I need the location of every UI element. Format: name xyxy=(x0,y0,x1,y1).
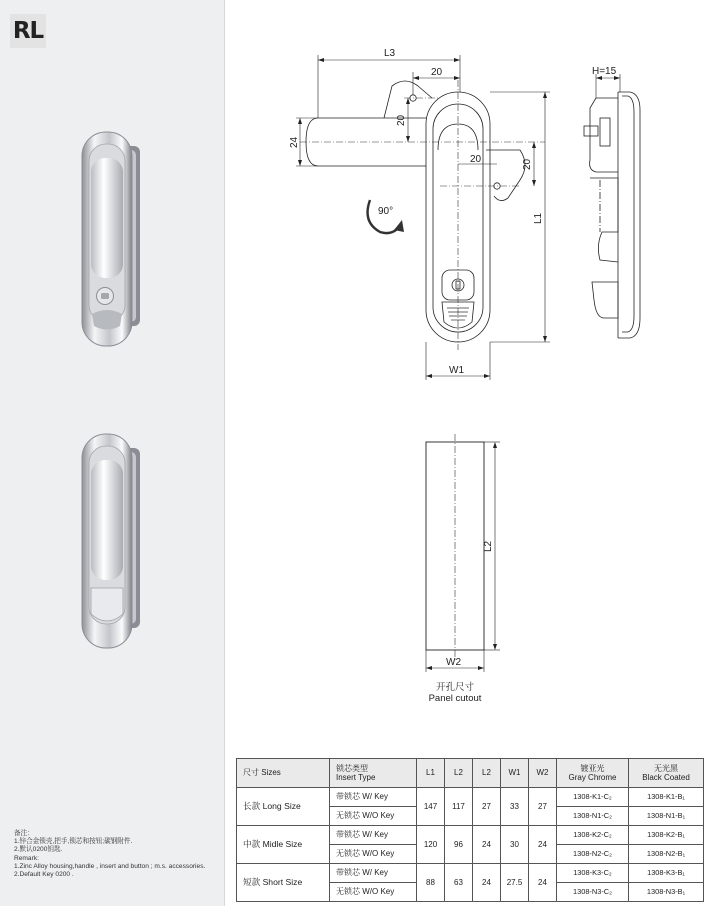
cell-insert: 带锁芯 W/ Key xyxy=(330,788,417,807)
cell-black-code: 1308-N2-B₁ xyxy=(629,845,704,864)
label-20-mid: 20 xyxy=(470,154,482,165)
cell-size: 短款 Short Size xyxy=(237,864,330,902)
cell-L2b: 24 xyxy=(473,864,501,902)
header-black-en: Black Coated xyxy=(642,773,690,782)
table-row xyxy=(237,826,704,845)
header-size: 尺寸 Sizes xyxy=(237,759,330,788)
spec-table xyxy=(236,758,704,902)
cell-W2: 24 xyxy=(529,826,557,864)
cell-insert: 带锁芯 W/ Key xyxy=(330,826,417,845)
header-insert-en: Insert Type xyxy=(336,773,376,782)
cutout-caption-en: Panel cutout xyxy=(428,693,482,704)
cell-L1: 88 xyxy=(417,864,445,902)
remarks-heading-en: Remark: xyxy=(14,854,39,862)
cell-black-code: 1308-N3-B₁ xyxy=(629,883,704,902)
cell-black-code: 1308-N1-B₁ xyxy=(629,807,704,826)
label-20-right: 20 xyxy=(522,158,533,170)
remarks-line2-cn: 2.默认0200钥匙. xyxy=(14,846,63,854)
table-row xyxy=(237,864,704,883)
technical-drawing xyxy=(226,0,706,400)
cell-insert: 无锁芯 W/O Key xyxy=(330,807,417,826)
cell-L2a: 117 xyxy=(445,788,473,826)
series-badge: RL xyxy=(10,14,46,48)
cell-chrome-code: 1308-N2-C₂ xyxy=(557,845,629,864)
cell-L2a: 63 xyxy=(445,864,473,902)
cell-chrome-code: 1308-N1-C₂ xyxy=(557,807,629,826)
label-L3: L3 xyxy=(384,48,396,59)
cell-L2b: 24 xyxy=(473,826,501,864)
label-24: 24 xyxy=(289,136,300,148)
header-chrome-cn: 镀亚光 xyxy=(580,763,605,773)
header-chrome xyxy=(557,759,629,788)
cell-W1: 27.5 xyxy=(501,864,529,902)
cell-size: 长款 Long Size xyxy=(237,788,330,826)
label-H: H=15 xyxy=(592,66,617,77)
header-W1: W1 xyxy=(501,759,529,788)
cell-black-code: 1308-K3-B₁ xyxy=(629,864,704,883)
cell-L2b: 27 xyxy=(473,788,501,826)
remarks-line1-cn: 1.锌合金锁壳,把手,锁芯和按钮;碳钢附件. xyxy=(14,838,133,846)
header-L1: L1 xyxy=(417,759,445,788)
label-L1: L1 xyxy=(533,212,544,224)
cell-W2: 27 xyxy=(529,788,557,826)
table-header-row xyxy=(237,759,704,788)
label-W1: W1 xyxy=(449,365,464,376)
cell-black-code: 1308-K1-B₁ xyxy=(629,788,704,807)
panel-cutout-drawing xyxy=(400,430,510,685)
header-L2a: L2 xyxy=(445,759,473,788)
label-20-top: 20 xyxy=(431,67,443,78)
cell-L1: 120 xyxy=(417,826,445,864)
label-angle: 90° xyxy=(378,206,394,217)
side-view xyxy=(584,92,640,338)
cell-insert: 无锁芯 W/O Key xyxy=(330,883,417,902)
cell-W2: 24 xyxy=(529,864,557,902)
header-black-cn: 无光黑 xyxy=(654,763,678,773)
header-W2: W2 xyxy=(529,759,557,788)
cell-size: 中款 Midle Size xyxy=(237,826,330,864)
cutout-caption xyxy=(407,682,503,704)
cell-chrome-code: 1308-K1-C₂ xyxy=(557,788,629,807)
cell-chrome-code: 1308-K3-C₂ xyxy=(557,864,629,883)
header-insert-cn: 锁芯类型 xyxy=(336,763,368,773)
cell-black-code: 1308-K2-B₁ xyxy=(629,826,704,845)
panel-divider xyxy=(224,0,225,906)
header-black xyxy=(629,759,704,788)
cell-W1: 30 xyxy=(501,826,529,864)
product-photo-with-key xyxy=(70,128,150,350)
rotated-tab xyxy=(486,150,525,201)
cell-chrome-code: 1308-K2-C₂ xyxy=(557,826,629,845)
rotation-arrow-head xyxy=(394,220,404,232)
label-20-left: 20 xyxy=(396,114,407,126)
remarks-line1-en: 1.Zinc Alloy housing,handle , insert and button ; m.s. accessories. xyxy=(14,862,206,870)
header-insert xyxy=(330,759,417,788)
header-chrome-en: Gray Chrome xyxy=(568,773,617,782)
label-W2: W2 xyxy=(446,657,461,668)
product-photo-without-key xyxy=(70,430,150,652)
cell-chrome-code: 1308-N3-C₂ xyxy=(557,883,629,902)
table-row xyxy=(237,788,704,807)
cell-L2a: 96 xyxy=(445,826,473,864)
header-L2b: L2 xyxy=(473,759,501,788)
cell-insert: 无锁芯 W/O Key xyxy=(330,845,417,864)
remarks-heading-cn: 备注： xyxy=(14,830,34,837)
label-L2: L2 xyxy=(483,540,494,552)
remarks xyxy=(14,830,205,879)
centre-lines xyxy=(300,80,545,350)
cutout-caption-cn: 开孔尺寸 xyxy=(435,682,474,693)
cell-L1: 147 xyxy=(417,788,445,826)
remarks-line2-en: 2.Default Key 0200 . xyxy=(14,871,74,879)
cell-insert: 带锁芯 W/ Key xyxy=(330,864,417,883)
cell-W1: 33 xyxy=(501,788,529,826)
cutout-arrows xyxy=(426,442,497,670)
